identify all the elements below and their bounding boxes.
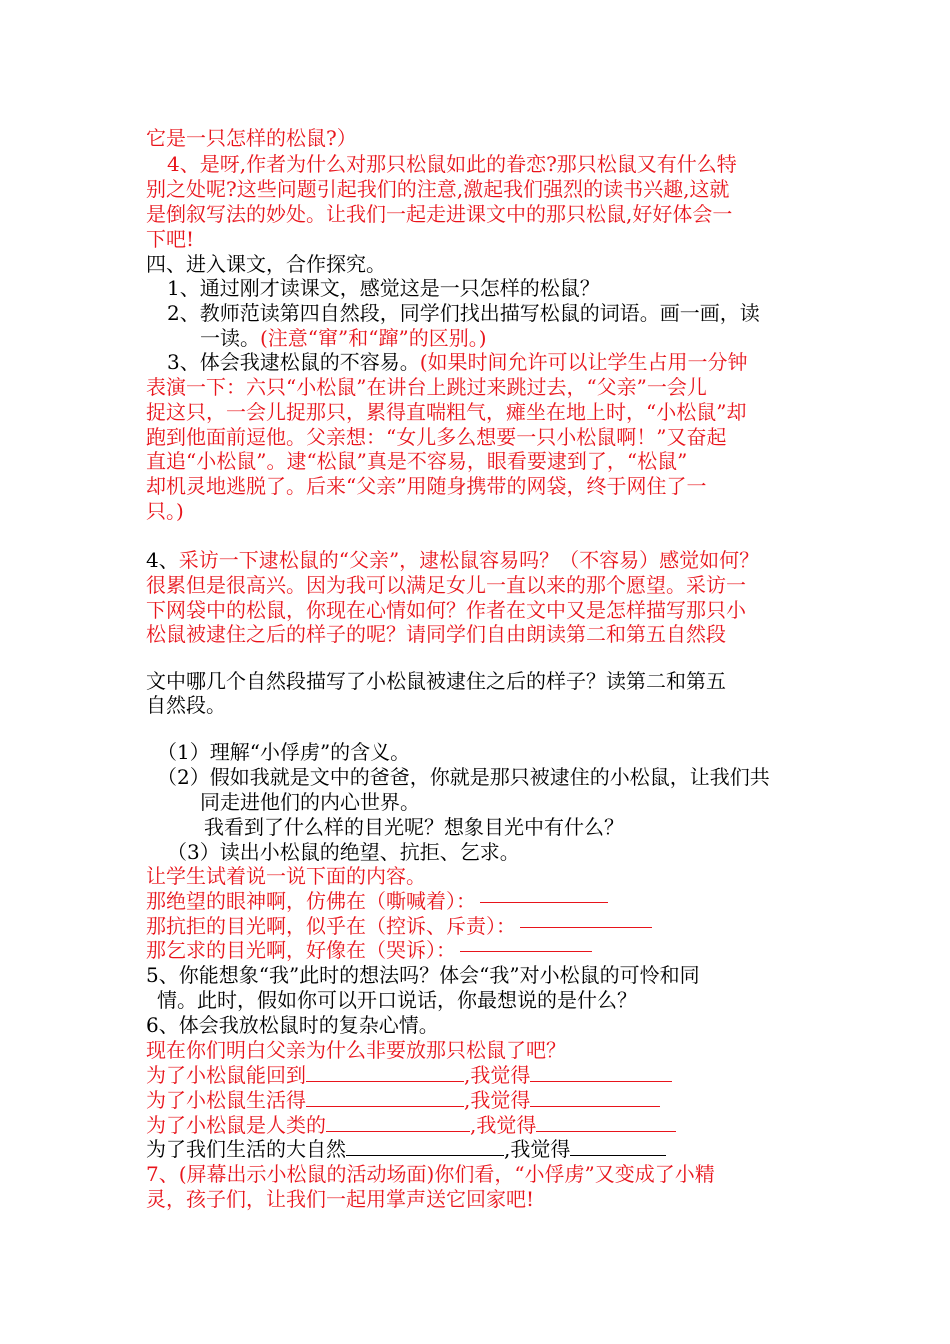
text-line: 文中哪几个自然段描写了小松鼠被逮住之后的样子？读第二和第五 <box>146 669 726 693</box>
text-span: 3、体会我逮松鼠的不容易。 <box>167 350 420 374</box>
section-heading: 四、进入课文，合作探究。 <box>146 252 386 276</box>
text-span: ,我觉得 <box>504 1137 571 1161</box>
text-line: 只。) <box>146 499 184 523</box>
text-span: 一读。 <box>200 326 260 350</box>
answer-blank <box>530 1066 672 1082</box>
text-line <box>146 1113 846 1137</box>
text-line: 下网袋中的松鼠，你现在心情如何？作者在文中又是怎样描写那只小 <box>146 598 746 622</box>
text-line: 7、(屏幕出示小松鼠的活动场面)你们看，“小俘虏”又变成了小精 <box>146 1162 715 1186</box>
text-span: 为了小松鼠能回到 <box>146 1063 306 1087</box>
answer-blank <box>536 1116 676 1132</box>
text-line <box>146 889 846 913</box>
text-line: 情。此时，假如你可以开口说话，你最想说的是什么？ <box>157 988 637 1012</box>
text-line <box>146 1063 846 1087</box>
text-span: 那绝望的眼神啊，仿佛在（嘶喊着）： <box>146 889 476 913</box>
text-span: (注意“窜”和“蹿”的区别。) <box>260 326 487 350</box>
text-line: 松鼠被逮住之后的样子的呢？请同学们自由朗读第二和第五自然段 <box>146 622 726 646</box>
answer-blank <box>520 927 652 928</box>
text-line: 表演一下：六只“小松鼠”在讲台上跳过来跳过去，“父亲”一会儿 <box>146 375 707 399</box>
text-span: 那抗拒的目光啊，似乎在（控诉、斥责）： <box>146 914 516 938</box>
text-line: 很累但是很高兴。因为我可以满足女儿一直以来的那个愿望。采访一 <box>146 573 746 597</box>
text-line: （3）读出小松鼠的绝望、抗拒、乞求。 <box>167 840 520 864</box>
text-line: 我看到了什么样的目光呢？想象目光中有什么？ <box>204 815 624 839</box>
text-span: 为了小松鼠生活得 <box>146 1088 306 1112</box>
text-line: 现在你们明白父亲为什么非要放那只松鼠了吧？ <box>146 1038 566 1062</box>
answer-blank <box>326 1116 470 1132</box>
answer-blank <box>570 1140 666 1156</box>
text-line: 5、你能想象“我”此时的想法吗？体会“我”对小松鼠的可怜和同 <box>146 963 700 987</box>
text-line: 下吧! <box>146 227 195 251</box>
text-line: 自然段。 <box>146 693 226 717</box>
text-span: 4、 <box>146 548 179 572</box>
text-line <box>146 1137 846 1161</box>
text-line <box>146 914 846 938</box>
answer-blank <box>480 902 608 903</box>
text-span: (如果时间允许可以让学生占用一分钟 <box>419 350 748 374</box>
text-line: 是倒叙写法的妙处。让我们一起走进课文中的那只松鼠,好好体会一 <box>146 202 733 226</box>
text-line: 跑到他面前逗他。父亲想：“女儿多么想要一只小松鼠啊！”又奋起 <box>146 425 727 449</box>
text-line: （1）理解“小俘虏”的含义。 <box>157 740 411 764</box>
text-line: （2）假如我就是文中的爸爸，你就是那只被逮住的小松鼠，让我们共 <box>157 765 770 789</box>
text-line: 别之处呢?这些问题引起我们的注意,激起我们强烈的读书兴趣,这就 <box>146 177 730 201</box>
text-line: 直追“小松鼠”。逮“松鼠”真是不容易，眼看要逮到了，“松鼠” <box>146 449 688 473</box>
answer-blank <box>460 951 592 952</box>
answer-blank <box>346 1140 504 1156</box>
text-span: ,我觉得 <box>470 1113 537 1137</box>
text-line: 同走进他们的内心世界。 <box>200 790 420 814</box>
text-line: 灵，孩子们，让我们一起用掌声送它回家吧! <box>146 1187 535 1211</box>
text-line: 它是一只怎样的松鼠?） <box>146 126 357 150</box>
text-span: 为了小松鼠是人类的 <box>146 1113 326 1137</box>
text-line <box>200 326 900 350</box>
text-span: 那乞求的目光啊，好像在（哭诉）： <box>146 938 456 962</box>
text-line <box>146 938 846 962</box>
text-span: ,我觉得 <box>464 1063 531 1087</box>
text-line <box>167 350 867 374</box>
text-span: 为了我们生活的大自然 <box>146 1137 346 1161</box>
text-line: 2、教师范读第四自然段，同学们找出描写松鼠的词语。画一画，读 <box>167 301 760 325</box>
text-span: ,我觉得 <box>464 1088 531 1112</box>
text-span: 采访一下逮松鼠的“父亲”，逮松鼠容易吗？（不容易）感觉如何？ <box>178 548 760 572</box>
text-line: 1、通过刚才读课文，感觉这是一只怎样的松鼠？ <box>167 276 600 300</box>
answer-blank <box>306 1066 464 1082</box>
text-line <box>146 1088 846 1112</box>
text-line <box>146 548 846 572</box>
text-line: 捉这只，一会儿捉那只，累得直喘粗气，瘫坐在地上时，“小松鼠”却 <box>146 400 747 424</box>
text-line: 4、是呀,作者为什么对那只松鼠如此的眷恋?那只松鼠又有什么特 <box>167 152 737 176</box>
text-line: 让学生试着说一说下面的内容。 <box>146 864 426 888</box>
text-line: 却机灵地逃脱了。后来“父亲”用随身携带的网袋，终于网住了一 <box>146 474 707 498</box>
answer-blank <box>530 1091 660 1107</box>
answer-blank <box>306 1091 464 1107</box>
text-line: 6、体会我放松鼠时的复杂心情。 <box>146 1013 439 1037</box>
